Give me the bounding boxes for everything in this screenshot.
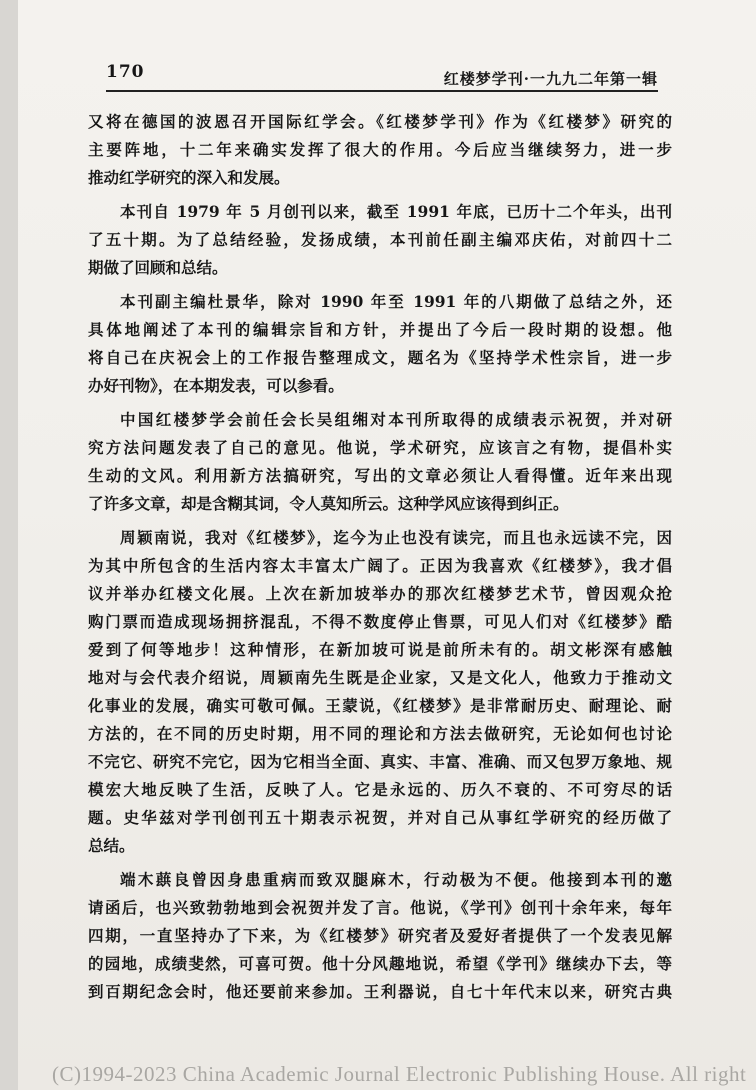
paragraph <box>88 406 672 518</box>
text-line: 方法的，在不同的历史时期，用不同的理论和方法去做研究，无论如何也讨论 <box>88 724 672 743</box>
text-line: 模宏大地反映了生活，反映了人。它是永远的、历久不衰的、不可穷尽的话 <box>88 780 672 799</box>
text-line: 具体地阐述了本刊的编辑宗旨和方针，并提出了今后一段时期的设想。他 <box>88 320 672 339</box>
running-head: 红楼梦学刊·一九九二年第一辑 <box>443 70 658 88</box>
text-line: 办好刊物》，在本期发表，可以参看。 <box>88 376 344 395</box>
text-line: 不完它、研究不完它，因为它相当全面、真实、丰富、准确、而又包罗万象地、规 <box>88 752 672 771</box>
text-line: 端木蕻良曾因身患重病而致双腿麻木，行动极为不便。他接到本刊的邀 <box>120 870 672 889</box>
text-line: 本刊自 1979 年 5 月创刊以来，截至 1991 年底，已历十二个年头，出刊 <box>120 202 672 221</box>
text-line: 购门票而造成现场拥挤混乱，不得不数度停止售票，可见人们对《红楼梦》酷 <box>88 612 672 631</box>
text-line: 地对与会代表介绍说，周颖南先生既是企业家，又是文化人，他致力于推动文 <box>88 668 672 687</box>
text-line: 究方法问题发表了自己的意见。他说，学术研究，应该言之有物，提倡朴实 <box>88 438 672 457</box>
text-line: 化事业的发展，确实可敬可佩。王蒙说，《红楼梦》是非常耐历史、耐理论、耐 <box>88 696 672 715</box>
text-line: 爱到了何等地步！这种情形，在新加坡可说是前所未有的。胡文彬深有感触 <box>88 640 672 659</box>
text-line: 到百期纪念会时，他还要前来参加。王利器说，自七十年代末以来，研究古典 <box>88 982 672 1001</box>
paragraph <box>88 288 672 400</box>
text-line: 中国红楼梦学会前任会长吴组缃对本刊所取得的成绩表示祝贺，并对研 <box>120 410 672 429</box>
text-line: 主要阵地，十二年来确实发挥了很大的作用。今后应当继续努力，进一步 <box>88 140 672 159</box>
text-line: 总结。 <box>88 836 135 855</box>
paragraph <box>88 524 672 860</box>
text-line: 生动的文风。利用新方法搞研究，写出的文章必须让人看得懂。近年来出现 <box>88 466 672 485</box>
text-line: 了五十期。为了总结经验，发扬成绩，本刊前任副主编邓庆佑，对前四十二 <box>88 230 672 249</box>
scan-left-edge <box>0 0 18 1090</box>
text-line: 的园地，成绩斐然，可喜可贺。他十分风趣地说，希望《学刊》继续办下去，等 <box>88 954 672 973</box>
text-line: 推动红学研究的深入和发展。 <box>88 168 290 187</box>
paragraph <box>88 866 672 1006</box>
text-line: 了许多文章，却是含糊其词，令人莫知所云。这种学风应该得到纠正。 <box>88 494 569 513</box>
text-line: 本刊副主编杜景华，除对 1990 年至 1991 年的八期做了总结之外，还 <box>120 292 672 311</box>
paragraph <box>88 198 672 282</box>
text-line: 期做了回顾和总结。 <box>88 258 228 277</box>
text-line: 周颖南说，我对《红楼梦》，迄今为止也没有读完，而且也永远读不完，因 <box>120 528 672 547</box>
text-line: 题。史华兹对学刊创刊五十期表示祝贺，并对自己从事红学研究的经历做了 <box>88 808 672 827</box>
text-line: 又将在德国的波恩召开国际红学会。《红楼梦学刊》作为《红楼梦》研究的 <box>88 112 672 131</box>
text-line: 四期，一直坚持办了下来，为《红楼梦》研究者及爱好者提供了一个发表见解 <box>88 926 672 945</box>
header-rule <box>106 90 658 92</box>
text-line: 为其中所包含的生活内容太丰富太广阔了。正因为我喜欢《红楼梦》，我才倡 <box>88 556 672 575</box>
copyright-footer: (C)1994-2023 China Academic Journal Electronic Publishing House. All right <box>52 1062 747 1086</box>
text-line: 将自己在庆祝会上的工作报告整理成文，题名为《坚持学术性宗旨，进一步 <box>88 348 672 367</box>
page-number: 170 <box>106 62 145 82</box>
text-line: 议并举办红楼文化展。上次在新加坡举办的那次红楼梦艺术节，曾因观众抢 <box>88 584 672 603</box>
paragraph <box>88 108 672 192</box>
page-header <box>106 62 658 92</box>
text-line: 请函后，也兴致勃勃地到会祝贺并发了言。他说，《学刊》创刊十余年来，每年 <box>88 898 672 917</box>
body-text <box>88 108 672 1006</box>
